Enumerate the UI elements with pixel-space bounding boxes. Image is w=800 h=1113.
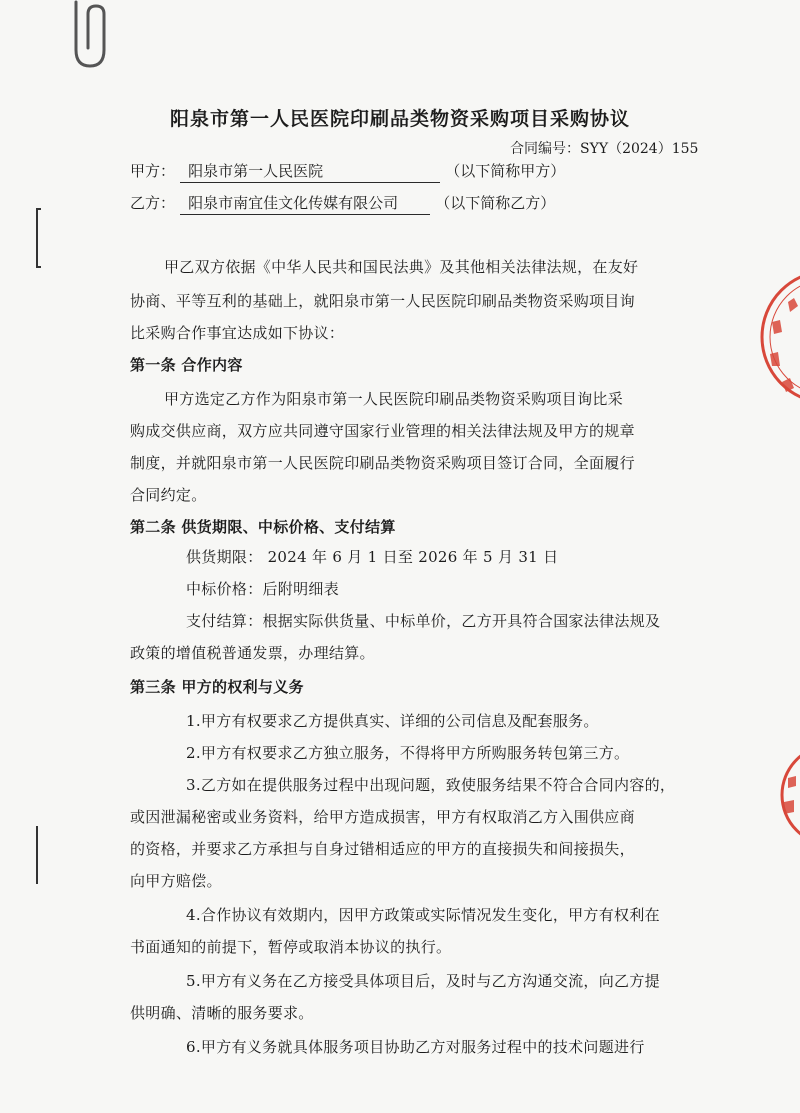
art3-item-1: 1.甲方有权要求乙方提供真实、详细的公司信息及配套服务。 (186, 712, 599, 730)
paperclip-icon (62, 0, 122, 80)
art3-item-3-line-3: 的资格，并要求乙方承担与自身过错相适应的甲方的直接损失和间接损失， (130, 840, 635, 858)
intro-line-3: 比采购合作事宜达成如下协议： (130, 324, 345, 342)
party-b-label: 乙方： (130, 194, 176, 212)
party-b-row (130, 192, 555, 215)
article-1-line-3: 制度，并就阳泉市第一人民医院印刷品类物资采购项目签订合同，全面履行 (130, 454, 635, 472)
article-1-line-4: 合同约定。 (130, 486, 207, 504)
party-a-note: （以下简称甲方） (445, 162, 566, 180)
party-a-row (130, 160, 565, 183)
supply-period: 供货期限： 2024 年 6 月 1 日至 2026 年 5 月 31 日 (186, 548, 559, 566)
art3-item-3-line-2: 或因泄漏秘密或业务资料，给甲方造成损害，甲方有权取消乙方入围供应商 (130, 808, 635, 826)
article-1-line-1: 甲方选定乙方作为阳泉市第一人民医院印刷品类物资采购项目询比采 (164, 390, 624, 408)
art3-item-5-line-2: 供明确、清晰的服务要求。 (130, 1004, 314, 1022)
margin-mark-2 (36, 826, 38, 884)
seal-stamp-bottom (752, 740, 800, 850)
bid-price: 中标价格：后附明细表 (186, 580, 340, 598)
art3-item-2: 2.甲方有权要求乙方独立服务，不得将甲方所购服务转包第三方。 (186, 744, 630, 762)
art3-item-4-line-2: 书面通知的前提下，暂停或取消本协议的执行。 (130, 938, 452, 956)
party-a-name: 阳泉市第一人民医院 (180, 160, 440, 183)
article-3-heading: 第三条 甲方的权利与义务 (130, 678, 304, 696)
party-b-name: 阳泉市南宜佳文化传媒有限公司 (180, 192, 430, 215)
art3-item-5-line-1: 5.甲方有义务在乙方接受具体项目后，及时与乙方沟通交流，向乙方提 (186, 972, 660, 990)
seal-stamp-top (728, 262, 800, 412)
art3-item-4-line-1: 4.合作协议有效期内，因甲方政策或实际情况发生变化，甲方有权利在 (186, 906, 660, 924)
art3-item-3-line-4: 向甲方赔偿。 (130, 872, 222, 890)
intro-line-1: 甲乙双方依据《中华人民共和国民法典》及其他相关法律法规，在友好 (164, 258, 639, 276)
article-2-heading: 第二条 供货期限、中标价格、支付结算 (130, 518, 396, 536)
contract-number: 合同编号：SYY（2024）155 (510, 141, 699, 157)
payment-line-1: 支付结算：根据实际供货量、中标单价，乙方开具符合国家法律法规及 (186, 612, 661, 630)
intro-line-2: 协商、平等互利的基础上，就阳泉市第一人民医院印刷品类物资采购项目询 (130, 292, 635, 310)
party-b-note: （以下简称乙方） (435, 194, 556, 212)
art3-item-3-line-1: 3.乙方如在提供服务过程中出现问题，致使服务结果不符合合同内容的， (186, 776, 676, 794)
art3-item-6-line-1: 6.甲方有义务就具体服务项目协助乙方对服务过程中的技术问题进行 (186, 1038, 645, 1056)
payment-line-2: 政策的增值税普通发票，办理结算。 (130, 644, 375, 662)
document-title: 阳泉市第一人民医院印刷品类物资采购项目采购协议 (169, 108, 630, 130)
margin-mark-1 (36, 208, 41, 268)
article-1-line-2: 购成交供应商，双方应共同遵守国家行业管理的相关法律法规及甲方的规章 (130, 422, 635, 440)
article-1-heading: 第一条 合作内容 (130, 356, 243, 374)
party-a-label: 甲方： (130, 162, 176, 180)
